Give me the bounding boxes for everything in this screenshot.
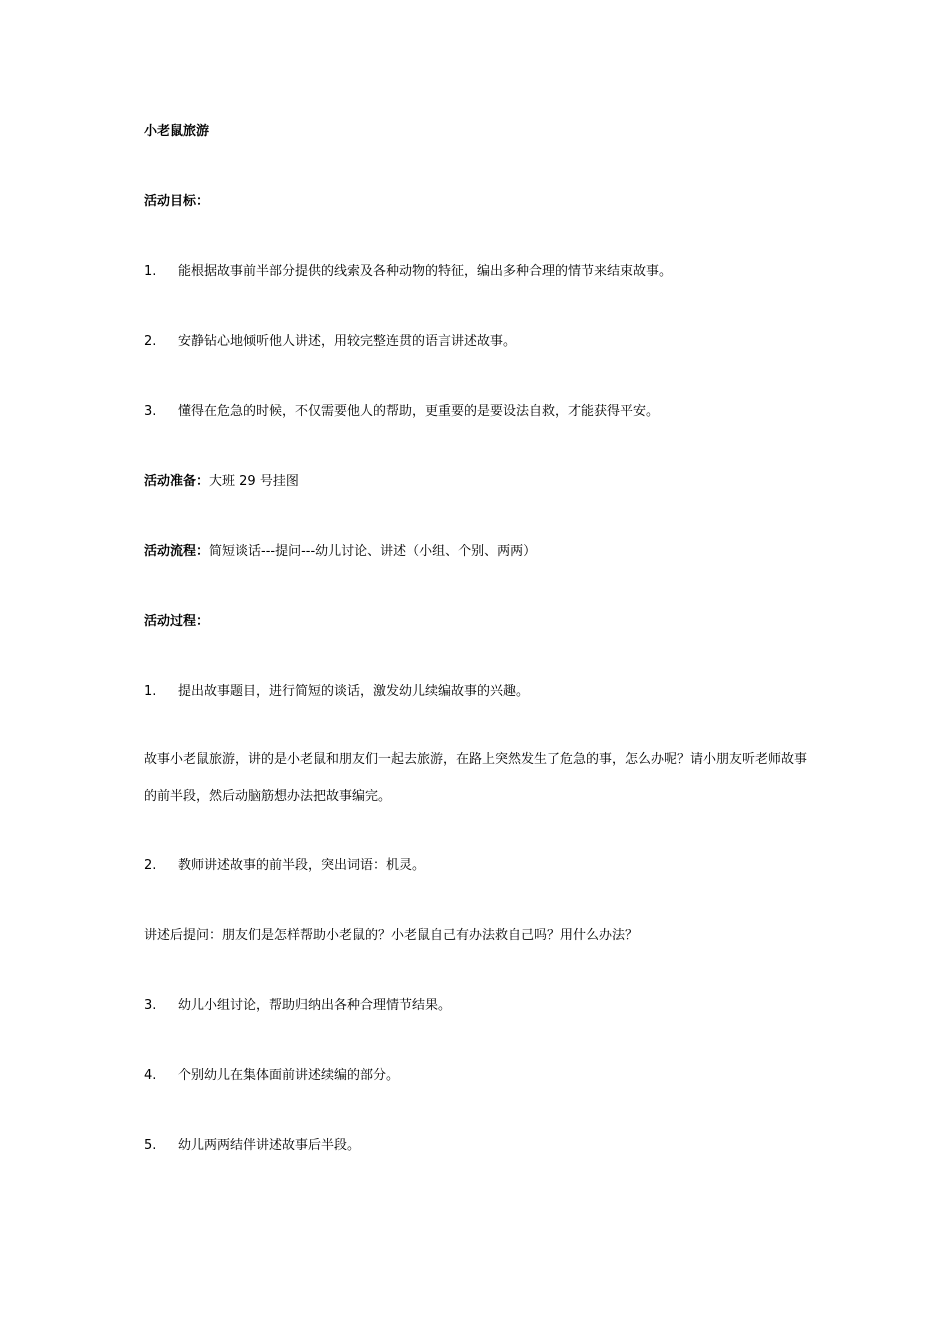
process-heading: 活动过程： [144, 614, 210, 629]
step-text: 个别幼儿在集体面前讲述续编的部分。 [178, 1068, 400, 1083]
process-step-4 [144, 1068, 824, 1084]
step-text: 教师讲述故事的前半段，突出词语：机灵。 [178, 858, 426, 873]
step-number: 5. [144, 1138, 157, 1153]
goal-item-text: 能根据故事前半部分提供的线索及各种动物的特征，编出多种合理的情节来结束故事。 [178, 264, 673, 279]
process-paragraph-2: 讲述后提问：朋友们是怎样帮助小老鼠的？小老鼠自己有办法救自己吗？用什么办法？ [144, 928, 639, 943]
goal-item-text: 懂得在危急的时候，不仅需要他人的帮助，更重要的是要设法自救，才能获得平安。 [178, 404, 660, 419]
goal-item-text: 安静钻心地倾听他人讲述，用较完整连贯的语言讲述故事。 [178, 334, 517, 349]
goal-item-3 [144, 404, 824, 420]
step-text: 幼儿两两结伴讲述故事后半段。 [178, 1138, 361, 1153]
process-step-5 [144, 1138, 824, 1154]
goal-item-number: 2. [144, 334, 157, 349]
process-step-1 [144, 684, 824, 700]
goals-heading: 活动目标： [144, 194, 210, 209]
step-text: 幼儿小组讨论，帮助归纳出各种合理情节结果。 [178, 998, 452, 1013]
prep-line [144, 474, 824, 490]
step-number: 1. [144, 684, 157, 699]
goal-item-2 [144, 334, 824, 350]
flow-line [144, 544, 824, 560]
process-paragraph-1: 故事小老鼠旅游，讲的是小老鼠和朋友们一起去旅游，在路上突然发生了危急的事，怎么办呢？请小朋友听老师故事的前半段，然后动脑筋想办法把故事编完。 [144, 752, 808, 804]
process-step-3 [144, 998, 824, 1014]
step-number: 3. [144, 998, 157, 1013]
document-title: 小老鼠旅游 [144, 124, 210, 139]
goal-item-number: 1. [144, 264, 157, 279]
flow-label: 活动流程： [144, 544, 210, 559]
process-step-2 [144, 858, 824, 874]
prep-text: 大班 29 号挂图 [209, 474, 299, 489]
goal-item-1 [144, 264, 824, 280]
step-number: 2. [144, 858, 157, 873]
flow-text: 简短谈话---提问---幼儿讨论、讲述（小组、个别、两两） [209, 544, 537, 559]
prep-label: 活动准备： [144, 474, 210, 489]
step-text: 提出故事题目，进行简短的谈话，激发幼儿续编故事的兴趣。 [178, 684, 530, 699]
step-number: 4. [144, 1068, 157, 1083]
goal-item-number: 3. [144, 404, 157, 419]
